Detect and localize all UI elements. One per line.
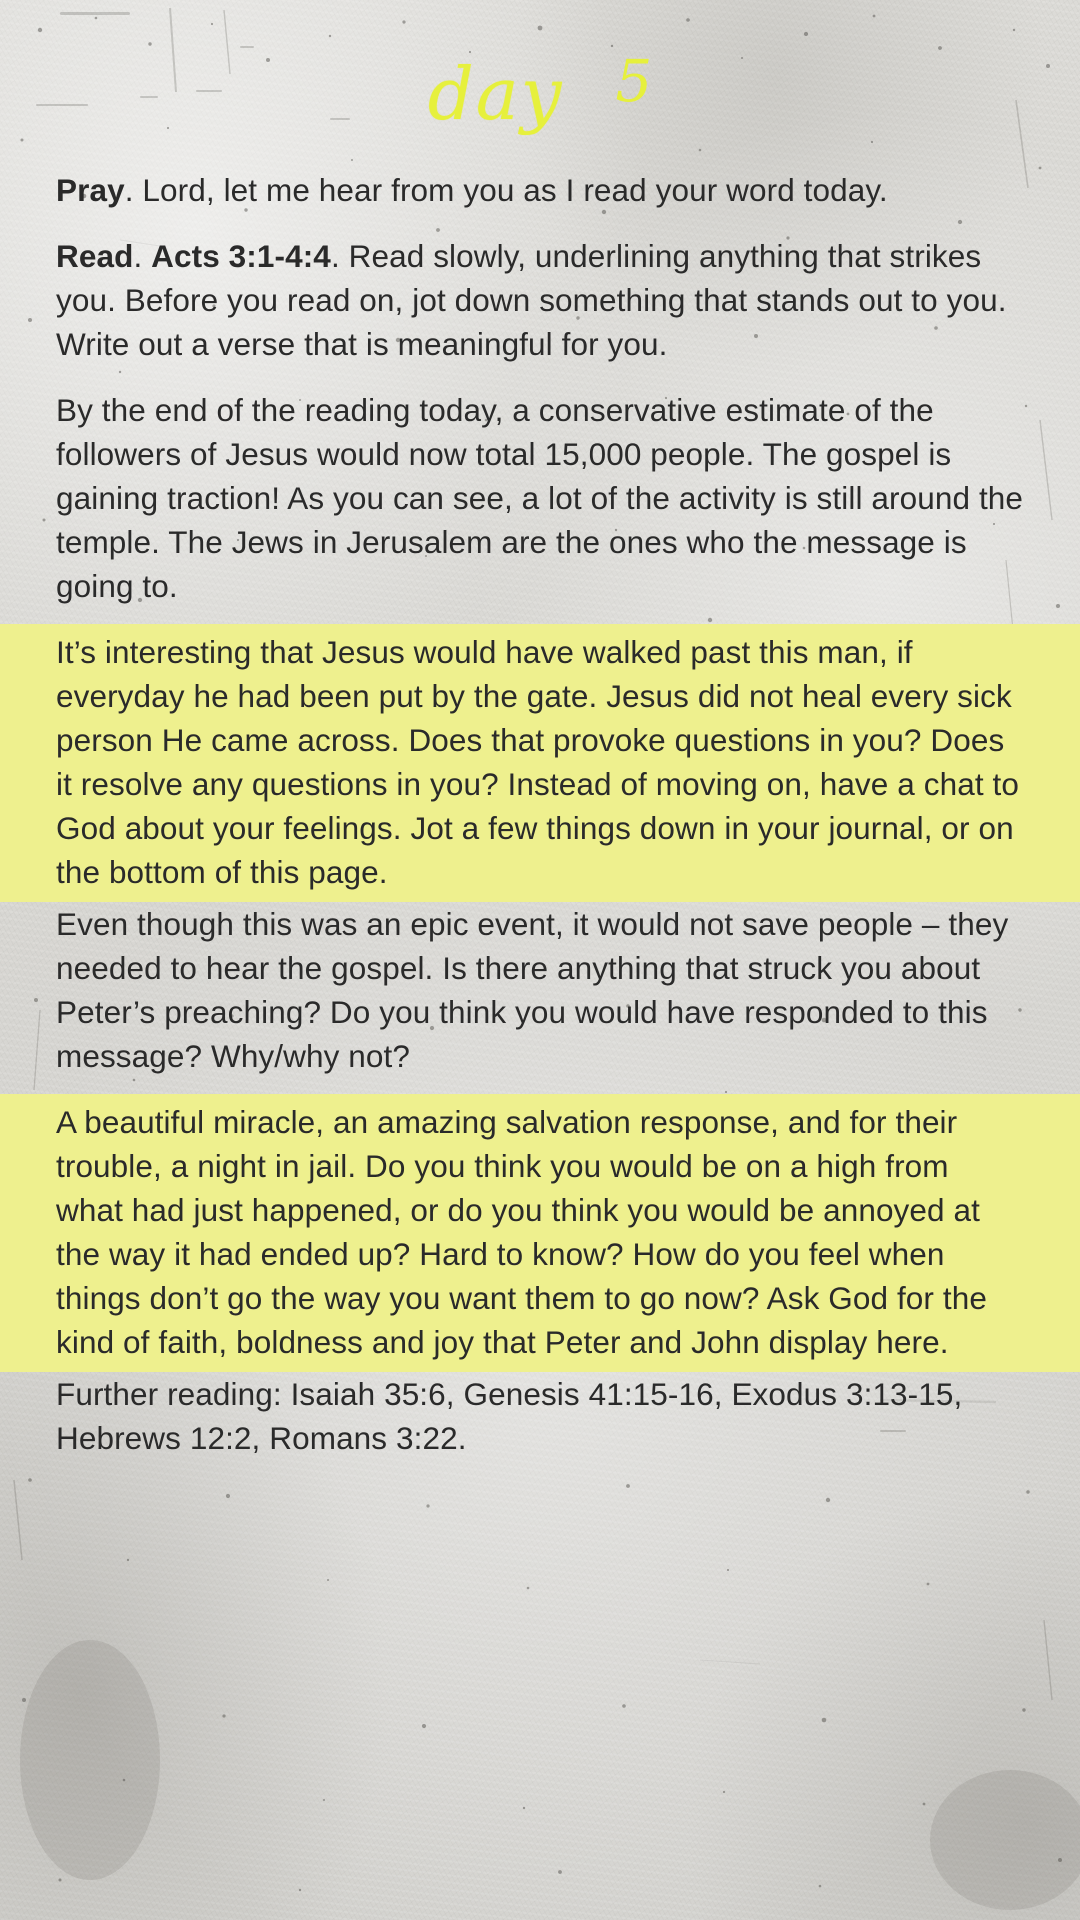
text-run: . Read slowly, underlining anything that strikes you. Before you read on, jot down something that stands out to you. Write out a verse that is meaningful for you. (56, 238, 1007, 362)
paragraph-read (0, 234, 1080, 366)
text-run: Even though this was an epic event, it would not save people – they needed to hear the gospel. Is there anything that struck you about Peter’s preaching? Do you think you would have responded to this message? Why/why not? (56, 906, 1009, 1074)
text-run-bold: Acts 3:1-4:4 (151, 238, 331, 274)
devotional-body (0, 168, 1080, 1460)
heading-day-word: day (427, 52, 564, 136)
text-run: By the end of the reading today, a conservative estimate of the followers of Jesus would now total 15,000 people. The gospel is gaining traction! As you can see, a lot of the activity is still around the temple. The Jews in Jerusalem are the ones who the message is going to. (56, 392, 1024, 604)
highlighted-block (0, 624, 1080, 902)
paragraph-miracle-jail (0, 1094, 1080, 1372)
text-run-bold: Read (56, 238, 134, 274)
paragraph-further-reading (0, 1372, 1080, 1460)
text-run: Further reading: Isaiah 35:6, Genesis 41:15-16, Exodus 3:13-15, Hebrews 12:2, Romans 3:22. (56, 1376, 963, 1456)
paragraph-walked-past (0, 624, 1080, 902)
highlighted-block (0, 1094, 1080, 1372)
text-run: It’s interesting that Jesus would have walked past this man, if everyday he had been put by the gate. Jesus did not heal every sick person He came across. Does that provoke questions in you? Does it resolve any questions in you? Instead of moving on, have a chat to God about your feelings. Jot a few things down in your journal, or on the bottom of this page. (56, 634, 1019, 890)
text-run: . (133, 238, 152, 274)
text-run: . Lord, let me hear from you as I read your word today. (124, 172, 888, 208)
paragraph-traction (0, 388, 1080, 608)
paragraph-pray (0, 168, 1080, 212)
text-run: A beautiful miracle, an amazing salvation response, and for their trouble, a night in jail. Do you think you would be on a high from what had just happened, or do you think you would be annoyed at the way it had ended up? Hard to know? How do you feel when things don’t go the way you want them to go now? Ask God for the kind of faith, boldness and joy that Peter and John display here. (56, 1104, 987, 1360)
page-heading (0, 47, 1080, 136)
paragraph-epic-event (0, 902, 1080, 1078)
text-run-bold: Pray (56, 172, 125, 208)
heading-day-number: 5 (615, 47, 653, 115)
